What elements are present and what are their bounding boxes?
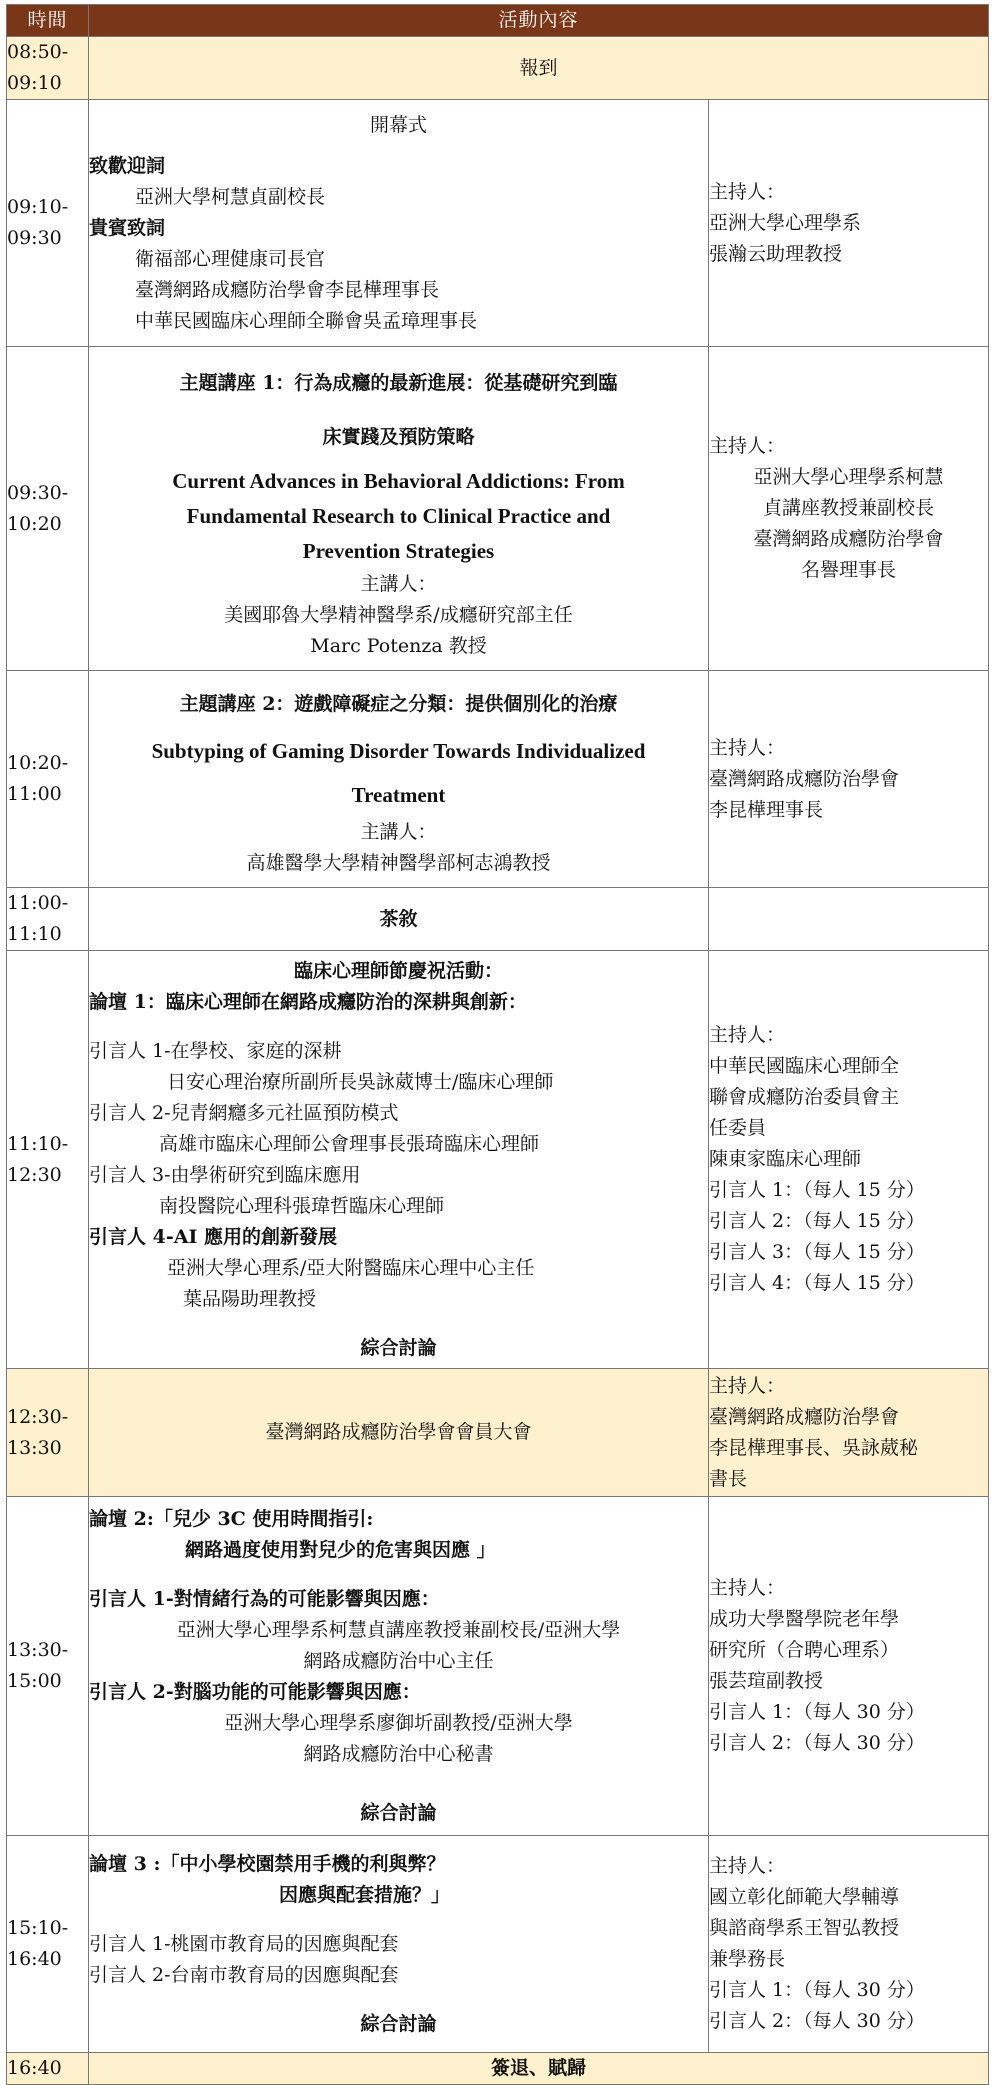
speaker-topic: 引言人 1-對情緒行為的可能影響與因應： [89,1587,440,1610]
opening-title: 開幕式 [369,113,427,136]
forum-1-title: 論壇 1：臨床心理師在網路成癮防治的深耕與創新： [89,990,527,1013]
host-line: 書長 [709,1467,748,1490]
host-line: 聯會成癮防治委員會主 [709,1086,900,1108]
forum-1-cell [89,951,709,1369]
host-line: 主持人： [709,435,786,457]
row-keynote-2 [7,671,989,888]
host-cell [709,347,989,671]
host-line: 引言人 2：（每人 30 分） [709,2010,925,2032]
checkout-cell: 簽退、賦歸 [89,2053,989,2085]
header-time: 時間 [7,5,89,37]
host-line: 引言人 1：（每人 30 分） [709,1979,925,2001]
row-checkin [7,37,989,100]
speaker-topic: 引言人 2-對腦功能的可能影響與因應： [89,1680,421,1703]
host-line: 引言人 1：（每人 30 分） [709,1701,925,1723]
keynote-2-title-en-1: Subtyping of Gaming Disorder Towards Individualized [151,739,646,763]
empty-host-cell [709,888,989,951]
checkin-cell: 報到 [89,37,989,100]
host-line: 亞洲大學心理學系柯慧 [753,466,944,488]
forum-2-title: 論壇 2:「兒少 3C 使用時間指引: [89,1507,374,1530]
host-cell [709,1369,989,1497]
host-line: 引言人 2：（每人 30 分） [709,1732,925,1754]
time-text: 09:10- 09:30 [7,196,69,249]
host-line: 臺灣網路成癮防治學會 [753,528,944,550]
host-line: 任委員 [709,1117,767,1139]
time-cell [7,671,89,888]
host-line: 貞講座教授兼副校長 [763,497,935,519]
speaker-affiliation: 美國耶魯大學精神醫學系/成癮研究部主任 [224,603,573,626]
time-text: 15:10- 16:40 [7,1917,69,1970]
host-line: 主持人： [709,1024,786,1046]
assembly-cell: 臺灣網路成癮防治學會會員大會 [89,1369,709,1497]
host-line: 引言人 2：（每人 15 分） [709,1210,925,1232]
keynote-1-title-zh: 主題講座 1：行為成癮的最新進展：從基礎研究到臨 [179,371,618,394]
row-opening [7,100,989,347]
forum-3-title: 論壇 3 :「中小學校園禁用手機的利與弊？ [89,1852,446,1875]
header-row [7,5,989,37]
host-line: 國立彰化師範大學輔導 [709,1886,900,1908]
host-line: 研究所（合聘心理系） [709,1639,900,1661]
host-cell [709,1836,989,2053]
host-line: 張瀚云助理教授 [709,242,843,265]
host-line: 引言人 1：（每人 15 分） [709,1179,925,1201]
host-line: 主持人： [709,1374,786,1397]
speaker-name: 南投醫院心理科張瑋哲臨床心理師 [159,1194,445,1217]
host-line: 名譽理事長 [801,559,897,581]
host-cell [709,100,989,347]
time-cell [7,37,89,100]
forum-3-subtitle: 因應與配套措施？」 [279,1883,451,1906]
discussion-label: 綜合討論 [360,1801,437,1824]
host-line: 引言人 3：（每人 15 分） [709,1241,925,1263]
agenda-table [6,4,989,2085]
time-text: 13:30- 15:00 [7,1639,69,1692]
row-checkout [7,2053,989,2085]
speaker-name-2: 葉品陽助理教授 [183,1287,317,1310]
host-line: 亞洲大學心理學系 [709,211,862,234]
row-forum-3 [7,1836,989,2053]
keynote-1-cell [89,347,709,671]
host-line: 主持人： [709,736,786,759]
time-cell [7,1369,89,1497]
host-cell [709,951,989,1369]
host-line: 與諮商學系王智弘教授 [709,1917,900,1939]
opening-cell [89,100,709,347]
row-forum-2 [7,1497,989,1836]
time-text: 09:30- 10:20 [7,481,69,535]
keynote-1-title-zh-2: 床實踐及預防策略 [322,425,475,448]
discussion-label: 綜合討論 [360,1336,437,1359]
speaker-topic: 引言人 2-台南市教育局的因應與配套 [89,1963,399,1986]
keynote-1-title-en-2: Fundamental Research to Clinical Practice and [186,503,611,528]
speaker-topic: 引言人 2-兒青網癮多元社區預防模式 [89,1101,399,1124]
forum-1-event-title: 臨床心理師節慶祝活動： [293,959,503,982]
host-line: 臺灣網路成癮防治學會 [709,767,900,790]
speaker-name: Marc Potenza 教授 [310,634,487,657]
host-line: 主持人： [709,1855,786,1877]
guest-2: 臺灣網路成癮防治學會李昆樺理事長 [135,278,440,301]
agenda-sheet [6,4,988,2079]
host-line: 引言人 4：（每人 15 分） [709,1272,925,1294]
host-cell [709,671,989,888]
keynote-2-title-en-2: Treatment [351,783,446,807]
tea-break-cell: 茶敘 [89,888,709,951]
row-general-assembly [7,1369,989,1497]
keynote-2-cell [89,671,709,888]
time-text: 11:00- 11:10 [7,892,69,945]
speaker-name: 高雄市臨床心理師公會理事長張琦臨床心理師 [159,1132,540,1155]
host-line: 李昆樺理事長 [709,798,824,821]
forum-2-subtitle: 網路過度使用對兒少的危害與因應 」 [185,1538,496,1561]
speaker-name-2: 網路成癮防治中心秘書 [303,1742,494,1765]
host-line: 成功大學醫學院老年學 [709,1608,900,1630]
guest-label: 貴賓致詞 [89,216,166,239]
time-cell [7,100,89,347]
host-line: 張芸瑄副教授 [709,1670,824,1692]
row-keynote-1 [7,347,989,671]
host-line: 兼學務長 [709,1948,786,1970]
speaker-topic: 引言人 3-由學術研究到臨床應用 [89,1163,361,1186]
speaker-name: 亞洲大學心理系/亞大附醫臨床心理中心主任 [167,1256,535,1279]
guest-1: 衛福部心理健康司長官 [135,247,326,270]
speaker-name-2: 網路成癮防治中心主任 [303,1649,494,1672]
speaker-topic: 引言人 1-桃園市教育局的因應與配套 [89,1932,399,1955]
time-text: 16:40 [7,2057,62,2079]
row-tea-break [7,888,989,951]
time-cell [7,2053,89,2085]
time-cell [7,347,89,671]
header-content: 活動內容 [89,5,989,37]
host-line: 李昆樺理事長、吳詠葳秘 [709,1436,919,1459]
speaker-name: 日安心理治療所副所長吳詠葳博士/臨床心理師 [167,1070,554,1093]
speaker-topic: 引言人 1-在學校、家庭的深耕 [89,1039,342,1062]
welcome-speaker: 亞洲大學柯慧貞副校長 [135,185,326,208]
time-cell [7,951,89,1369]
speaker-name: 亞洲大學心理學系柯慧貞講座教授兼副校長/亞洲大學 [176,1618,621,1641]
guest-3: 中華民國臨床心理師全聯會吳孟璋理事長 [135,309,478,332]
host-cell [709,1497,989,1836]
speaker-name: 亞洲大學心理學系廖御圻副教授/亞洲大學 [224,1711,573,1734]
keynote-1-title-en-1: Current Advances in Behavioral Addictions: From [172,468,625,493]
forum-2-cell [89,1497,709,1836]
speaker-topic: 引言人 4-AI 應用的創新發展 [89,1225,337,1248]
discussion-label: 綜合討論 [360,2012,437,2035]
time-text: 12:30- 13:30 [7,1405,69,1459]
welcome-label: 致歡迎詞 [89,154,166,177]
host-line: 主持人： [709,180,786,203]
host-line: 主持人： [709,1577,786,1599]
keynote-2-title-zh: 主題講座 2：遊戲障礙症之分類：提供個別化的治療 [179,693,618,715]
speaker-label: 主講人： [360,572,437,595]
time-text: 08:50- 09:10 [7,41,69,94]
keynote-1-title-en-3: Prevention Strategies [302,538,495,563]
speaker-name: 高雄醫學大學精神醫學部柯志鴻教授 [246,852,551,874]
host-line: 陳東家臨床心理師 [709,1148,862,1170]
host-line: 臺灣網路成癮防治學會 [709,1405,900,1428]
row-forum-1 [7,951,989,1369]
forum-3-cell [89,1836,709,2053]
time-text: 10:20- 11:00 [7,752,69,805]
time-cell [7,1836,89,2053]
time-cell [7,888,89,951]
time-text: 11:10- 12:30 [7,1132,69,1186]
time-cell [7,1497,89,1836]
host-line: 中華民國臨床心理師全 [709,1055,900,1077]
speaker-label: 主講人： [360,821,437,843]
